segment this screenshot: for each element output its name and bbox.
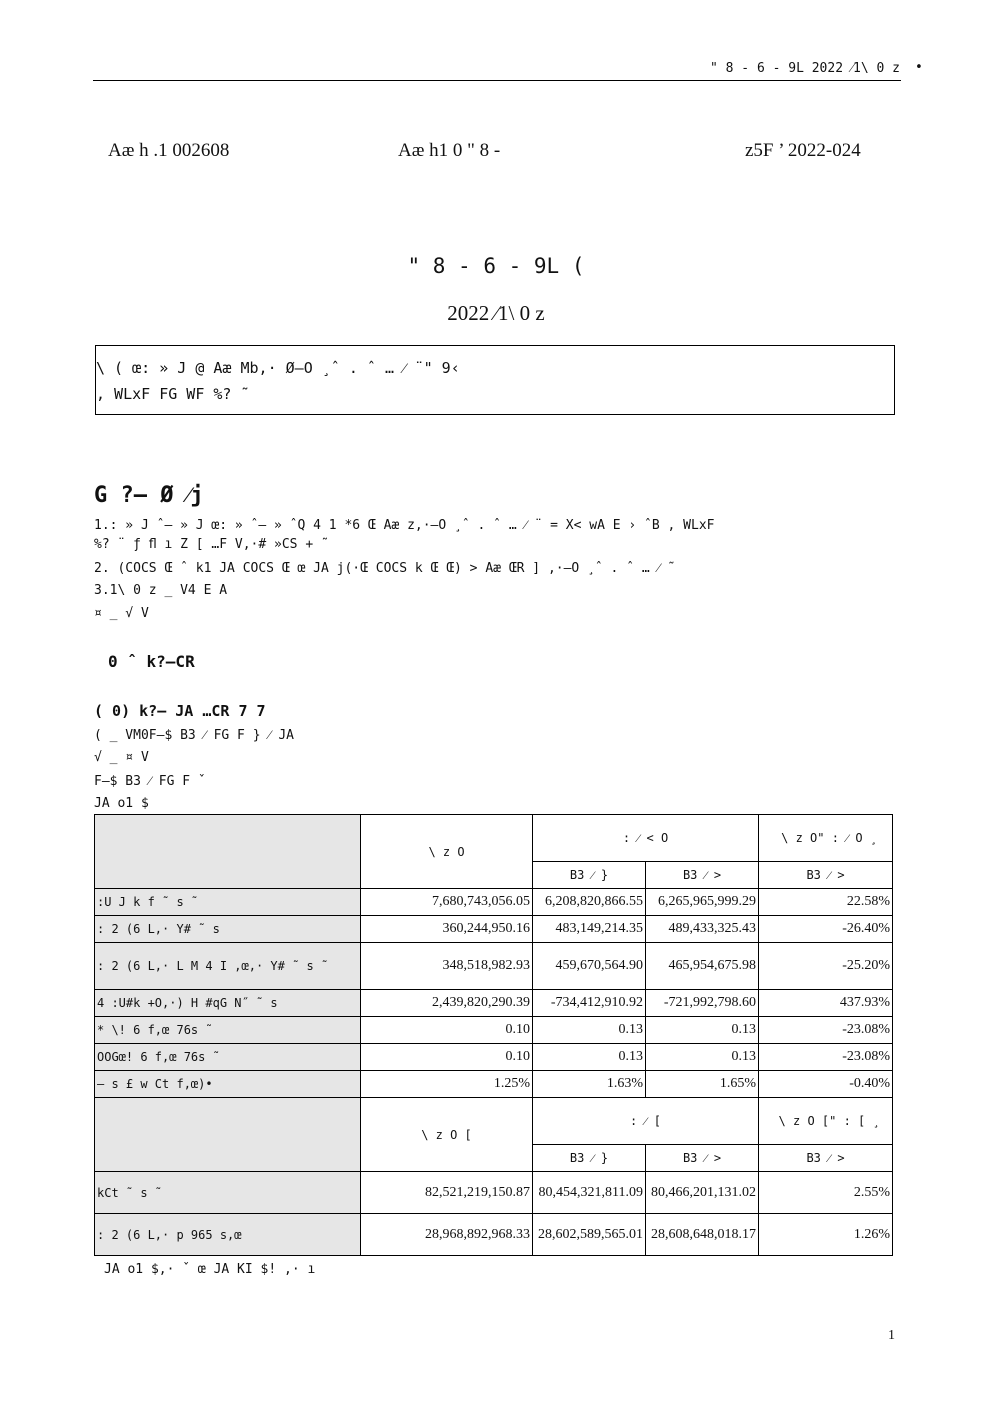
cell-prev-after: 0.13 <box>646 1044 759 1071</box>
page-header-text: " 8 - 6 - 9L 2022 ⁄1\ 0 z <box>709 61 900 76</box>
row-label: kCt ˜ s ˜ <box>95 1172 361 1214</box>
row-label: * \! 6 f,œ 76s ˜ <box>95 1017 361 1044</box>
table-row <box>95 1214 893 1256</box>
cell-prev-after: 465,954,675.98 <box>646 943 759 990</box>
cell-change: -0.40% <box>759 1071 893 1098</box>
table-header-blank <box>95 815 361 889</box>
body-line: √ _ ¤ V <box>94 750 149 765</box>
page-header-dot: • <box>915 60 923 75</box>
cell-change: -25.20% <box>759 943 893 990</box>
section-heading-financial: 0 ˆ k?–CR <box>108 652 195 671</box>
table-row <box>95 1071 893 1098</box>
cell-prev-before: 28,602,589,565.01 <box>533 1214 646 1256</box>
cell-prev-before: 1.63% <box>533 1071 646 1098</box>
body-line: ( _ VM0F–$ B3 ⁄ FG F } ⁄ JA <box>94 728 295 743</box>
cell-change: 437.93% <box>759 990 893 1017</box>
cell-current: 82,521,219,150.87 <box>361 1172 533 1214</box>
body-line: 1.: » J ˆ– » J œ: » ˆ– » ˆQ 4 1 *6 Œ Aæ z,·–O ̧ ˆ . ˆ … ⁄ ¨ = X< wA E › ˆB , WLxF <box>94 518 715 533</box>
notice-line-2: , WLxF FG WF %? ˜ <box>96 385 250 403</box>
cell-prev-before: 0.13 <box>533 1017 646 1044</box>
page-number: 1 <box>888 1328 895 1343</box>
column-header-change: \ z O" : ⁄ O ̧ <box>759 815 893 862</box>
table-row <box>95 943 893 990</box>
cell-prev-after: 28,608,648,018.17 <box>646 1214 759 1256</box>
cell-current: 0.10 <box>361 1044 533 1071</box>
table-row <box>95 916 893 943</box>
cell-prev-before: -734,412,910.92 <box>533 990 646 1017</box>
cell-prev-before: 80,454,321,811.09 <box>533 1172 646 1214</box>
table-row <box>95 1017 893 1044</box>
cell-prev-after: 80,466,201,131.02 <box>646 1172 759 1214</box>
header-divider <box>93 80 901 81</box>
column-header-current: \ z O <box>361 815 533 889</box>
cell-prev-before: 6,208,820,866.55 <box>533 889 646 916</box>
cell-prev-after: -721,992,798.60 <box>646 990 759 1017</box>
document-title-line2: 2022 ⁄1\ 0 z <box>447 301 545 325</box>
table-header-blank <box>95 1098 361 1172</box>
stock-code: Aæ h .1 002608 <box>108 140 230 161</box>
announcement-number: z5F ’ 2022-024 <box>745 140 861 161</box>
row-label: OOGœ! 6 f,œ 76s ˜ <box>95 1044 361 1071</box>
cell-prev-after: 0.13 <box>646 1017 759 1044</box>
column-header-change: \ z O [" : [ ̧ <box>759 1098 893 1145</box>
column-header-after-adjustment: B3 ⁄ > <box>646 1145 759 1172</box>
table-row <box>95 889 893 916</box>
row-label: – s £ w Ct f,œ)• <box>95 1071 361 1098</box>
row-label: :U J k f ˜ s ˜ <box>95 889 361 916</box>
body-line: ¤ _ √ V <box>94 606 149 621</box>
column-header-prior-period: : ⁄ < O <box>533 815 759 862</box>
row-label: : 2 (6 L,· L M 4 I ,œ,· Y# ˜ s ˜ <box>95 943 361 990</box>
cell-change: 1.26% <box>759 1214 893 1256</box>
cell-current: 7,680,743,056.05 <box>361 889 533 916</box>
cell-change: -26.40% <box>759 916 893 943</box>
column-header-prior-year-end: : ⁄ [ <box>533 1098 759 1145</box>
column-header-period-end: \ z O [ <box>361 1098 533 1172</box>
column-header-before-adjustment: B3 ⁄ } <box>533 862 646 889</box>
cell-prev-after: 1.65% <box>646 1071 759 1098</box>
row-label: : 2 (6 L,· Y# ˜ s <box>95 916 361 943</box>
cell-prev-before: 459,670,564.90 <box>533 943 646 990</box>
stock-name: Aæ h1 0 " 8 - <box>398 140 501 161</box>
cell-prev-before: 483,149,214.35 <box>533 916 646 943</box>
cell-prev-after: 6,265,965,999.29 <box>646 889 759 916</box>
cell-current: 28,968,892,968.33 <box>361 1214 533 1256</box>
cell-current: 2,439,820,290.39 <box>361 990 533 1017</box>
column-header-before-adjustment: B3 ⁄ } <box>533 1145 646 1172</box>
cell-current: 360,244,950.16 <box>361 916 533 943</box>
cell-current: 348,518,982.93 <box>361 943 533 990</box>
table-footnote: JA o1 $,· ˇ œ JA KI $! ,· ı <box>104 1262 316 1277</box>
document-title-line1: " 8 - 6 - 9L ( <box>407 254 585 278</box>
cell-change: 2.55% <box>759 1172 893 1214</box>
cell-current: 0.10 <box>361 1017 533 1044</box>
cell-prev-after: 489,433,325.43 <box>646 916 759 943</box>
row-label: : 2 (6 L,· p 965 s,œ <box>95 1214 361 1256</box>
cell-prev-before: 0.13 <box>533 1044 646 1071</box>
row-label: 4 :U#k +O,·) H #qG N˝ ˜ s <box>95 990 361 1017</box>
column-header-after-adjustment: B3 ⁄ > <box>646 862 759 889</box>
body-line: 3.1\ 0 z _ V4 E A <box>94 583 228 598</box>
cell-current: 1.25% <box>361 1071 533 1098</box>
notice-line-1: \ ( œ: » J @ Aæ Mb,· Ø–O ̧ ˆ . ˆ … ⁄ ¨" 9‹ <box>96 359 460 377</box>
subsection-heading: ( 0) k?– JA …CR 7 7 <box>94 702 266 720</box>
cell-change: -23.08% <box>759 1044 893 1071</box>
financial-data-table <box>94 814 893 1256</box>
table-row <box>95 1172 893 1214</box>
section-heading-important: G ?– Ø ⁄j <box>94 483 204 508</box>
body-line: %? ¨ ƒ ﬂ ı Z [ …F V,·# »CS + ˜ <box>94 537 329 552</box>
notice-box <box>95 345 895 415</box>
table-row <box>95 990 893 1017</box>
body-line: 2. (COCS Œ ˆ k1 JA COCS Œ œ JA j(·Œ COCS k Œ Œ) > Aæ ŒR ] ,·–O ̧ ˆ . ˆ … ⁄ ˜ <box>94 561 676 576</box>
cell-change: -23.08% <box>759 1017 893 1044</box>
table-row <box>95 1044 893 1071</box>
column-header-change-after: B3 ⁄ > <box>759 1145 893 1172</box>
body-line: F–$ B3 ⁄ FG F ˇ <box>94 774 206 789</box>
body-line: JA o1 $ <box>94 796 149 811</box>
column-header-change-after: B3 ⁄ > <box>759 862 893 889</box>
cell-change: 22.58% <box>759 889 893 916</box>
